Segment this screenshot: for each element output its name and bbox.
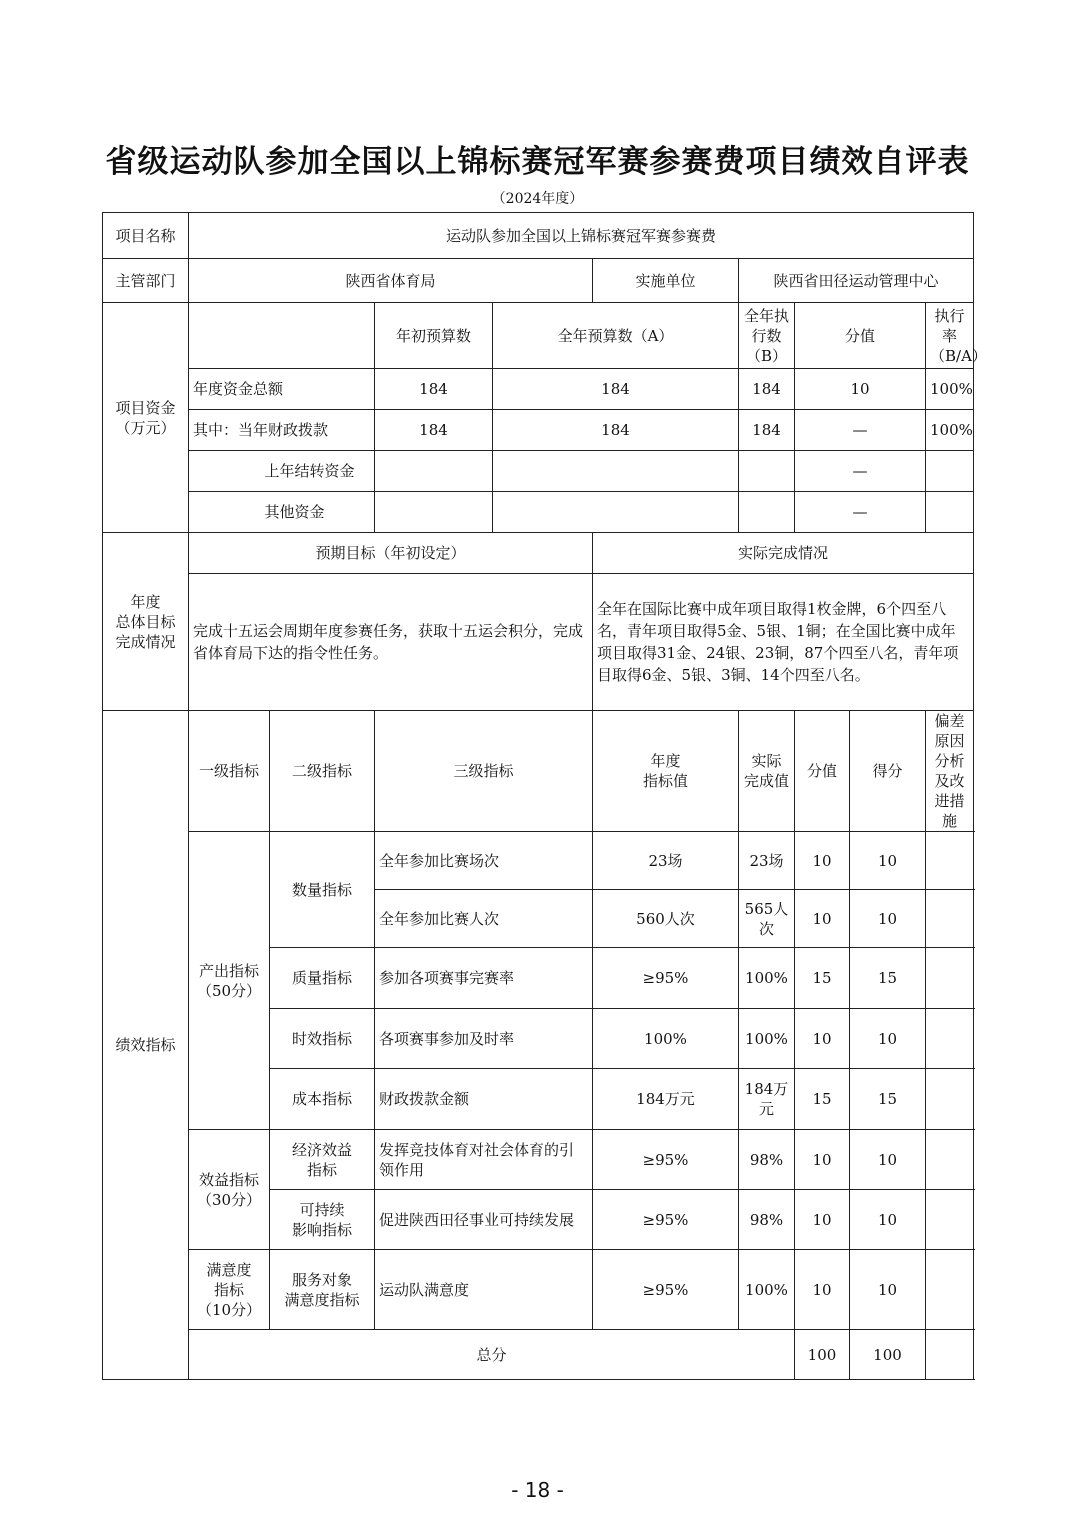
- indicator-name: 全年参加比赛场次: [375, 832, 593, 890]
- fund-exec: 184: [739, 410, 795, 451]
- fund-rate: 100%: [926, 410, 974, 451]
- subgroup-cost: 成本指标: [270, 1069, 375, 1130]
- subgroup-quality: 质量指标: [270, 948, 375, 1009]
- indicator-score: 10: [795, 890, 850, 948]
- fund-rate: 100%: [926, 369, 974, 410]
- header-level2: 二级指标: [270, 711, 375, 832]
- col-score: 分值: [795, 303, 926, 369]
- indicator-score: 15: [795, 1069, 850, 1130]
- indicator-actual: 565人次: [739, 890, 795, 948]
- total-got: 100: [850, 1330, 926, 1380]
- indicator-actual: 23场: [739, 832, 795, 890]
- indicator-actual: 184万元: [739, 1069, 795, 1130]
- fund-initial: [375, 492, 493, 533]
- indicator-target: ≥95%: [593, 1250, 739, 1330]
- indicator-got: 15: [850, 1069, 926, 1130]
- indicator-got: 10: [850, 1009, 926, 1069]
- fund-score: —: [795, 410, 926, 451]
- indicator-score: 10: [795, 1250, 850, 1330]
- subgroup-service: 服务对象 满意度指标: [270, 1250, 375, 1330]
- label-actual: 实际完成情况: [593, 533, 974, 574]
- indicator-target: ≥95%: [593, 1130, 739, 1190]
- indicator-got: 10: [850, 832, 926, 890]
- indicator-deviation: [926, 1009, 974, 1069]
- col-exec: 全年执行数 （B）: [739, 303, 795, 369]
- label-goals: 年度 总体目标 完成情况: [103, 533, 189, 711]
- header-level3: 三级指标: [375, 711, 593, 832]
- indicator-actual: 98%: [739, 1130, 795, 1190]
- fund-rate: [926, 451, 974, 492]
- indicator-got: 15: [850, 948, 926, 1009]
- indicator-got: 10: [850, 1250, 926, 1330]
- project-name-value: 运动队参加全国以上锦标赛冠军赛参赛费: [189, 213, 974, 259]
- indicator-deviation: [926, 832, 974, 890]
- total-score: 100: [795, 1330, 850, 1380]
- subgroup-sustain: 可持续 影响指标: [270, 1190, 375, 1250]
- fund-exec: [739, 451, 795, 492]
- group-output: 产出指标 （50分）: [189, 832, 270, 1130]
- indicator-deviation: [926, 1130, 974, 1190]
- indicator-score: 10: [795, 1190, 850, 1250]
- fund-exec: 184: [739, 369, 795, 410]
- fund-full: [493, 492, 739, 533]
- actual-text: 全年在国际比赛中成年项目取得1枚金牌，6个四至八名，青年项目取得5金、5银、1铜；在全国比赛中成年项目取得31金、24银、23铜，87个四至八名，青年项目取得6金、5银、3铜、14个四至八名。: [593, 574, 974, 711]
- fund-row: [103, 492, 974, 533]
- header-level1: 一级指标: [189, 711, 270, 832]
- funds-header-blank: [189, 303, 375, 369]
- subgroup-timeliness: 时效指标: [270, 1009, 375, 1069]
- indicator-row: [103, 1130, 974, 1190]
- fund-full: [493, 451, 739, 492]
- indicator-name: 财政拨款金额: [375, 1069, 593, 1130]
- col-rate: 执行率 （B/A）: [926, 303, 974, 369]
- indicator-score: 10: [795, 832, 850, 890]
- indicator-deviation: [926, 1250, 974, 1330]
- indicator-name: 各项赛事参加及时率: [375, 1009, 593, 1069]
- total-blank: [926, 1330, 974, 1380]
- indicator-deviation: [926, 890, 974, 948]
- indicator-actual: 98%: [739, 1190, 795, 1250]
- indicator-actual: 100%: [739, 948, 795, 1009]
- page-title: 省级运动队参加全国以上锦标赛冠军赛参赛费项目绩效自评表: [105, 144, 970, 180]
- label-project-name: 项目名称: [103, 213, 189, 259]
- fund-score: 10: [795, 369, 926, 410]
- indicator-score: 10: [795, 1009, 850, 1069]
- subgroup-economic: 经济效益 指标: [270, 1130, 375, 1190]
- label-expected: 预期目标（年初设定）: [189, 533, 593, 574]
- fund-name: 其他资金: [189, 492, 375, 533]
- indicator-actual: 100%: [739, 1250, 795, 1330]
- indicator-target: ≥95%: [593, 948, 739, 1009]
- header-got: 得分: [850, 711, 926, 832]
- total-label: 总分: [189, 1330, 795, 1380]
- fund-row: [103, 369, 974, 410]
- fund-row: [103, 410, 974, 451]
- label-funds: 项目资金 （万元）: [103, 303, 189, 533]
- indicator-name: 促进陕西田径事业可持续发展: [375, 1190, 593, 1250]
- fund-name: 上年结转资金: [189, 451, 375, 492]
- indicator-name: 运动队满意度: [375, 1250, 593, 1330]
- header-target: 年度 指标值: [593, 711, 739, 832]
- fund-exec: [739, 492, 795, 533]
- indicator-target: ≥95%: [593, 1190, 739, 1250]
- label-dept: 主管部门: [103, 259, 189, 303]
- indicator-got: 10: [850, 1130, 926, 1190]
- header-deviation: 偏差原因分析 及改进措施: [926, 711, 974, 832]
- fund-initial: [375, 451, 493, 492]
- indicator-score: 15: [795, 948, 850, 1009]
- indicator-deviation: [926, 1190, 974, 1250]
- evaluation-table: [102, 212, 987, 1380]
- indicator-target: 23场: [593, 832, 739, 890]
- indicator-deviation: [926, 1069, 974, 1130]
- col-initial-budget: 年初预算数: [375, 303, 493, 369]
- indicator-target: 184万元: [593, 1069, 739, 1130]
- fund-initial: 184: [375, 369, 493, 410]
- subgroup-quantity: 数量指标: [270, 832, 375, 948]
- indicator-row: [103, 832, 974, 890]
- label-perf: 绩效指标: [103, 711, 189, 1380]
- label-impl: 实施单位: [593, 259, 739, 303]
- col-full-budget: 全年预算数（A）: [493, 303, 739, 369]
- indicator-target: 100%: [593, 1009, 739, 1069]
- fund-full: 184: [493, 369, 739, 410]
- indicator-deviation: [926, 948, 974, 1009]
- indicator-actual: 100%: [739, 1009, 795, 1069]
- header-score: 分值: [795, 711, 850, 832]
- fund-name: 年度资金总额: [189, 369, 375, 410]
- fund-rate: [926, 492, 974, 533]
- fund-initial: 184: [375, 410, 493, 451]
- indicator-row: [103, 1250, 974, 1330]
- expected-text: 完成十五运会周期年度参赛任务，获取十五运会积分，完成省体育局下达的指令性任务。: [189, 574, 593, 711]
- fund-name: 其中：当年财政拨款: [189, 410, 375, 451]
- indicator-score: 10: [795, 1130, 850, 1190]
- fund-row: [103, 451, 974, 492]
- group-benefit: 效益指标 （30分）: [189, 1130, 270, 1250]
- fund-score: —: [795, 451, 926, 492]
- fund-score: —: [795, 492, 926, 533]
- indicator-target: 560人次: [593, 890, 739, 948]
- header-actual: 实际 完成值: [739, 711, 795, 832]
- dept-value: 陕西省体育局: [189, 259, 593, 303]
- impl-unit-value: 陕西省田径运动管理中心: [739, 259, 974, 303]
- indicator-name: 发挥竞技体育对社会体育的引领作用: [375, 1130, 593, 1190]
- group-satisfaction: 满意度 指标 （10分）: [189, 1250, 270, 1330]
- indicator-got: 10: [850, 890, 926, 948]
- indicator-name: 参加各项赛事完赛率: [375, 948, 593, 1009]
- indicator-got: 10: [850, 1190, 926, 1250]
- fund-full: 184: [493, 410, 739, 451]
- indicator-name: 全年参加比赛人次: [375, 890, 593, 948]
- year-subtitle: （2024年度）: [491, 191, 584, 207]
- page-number: - 18 -: [511, 1478, 564, 1502]
